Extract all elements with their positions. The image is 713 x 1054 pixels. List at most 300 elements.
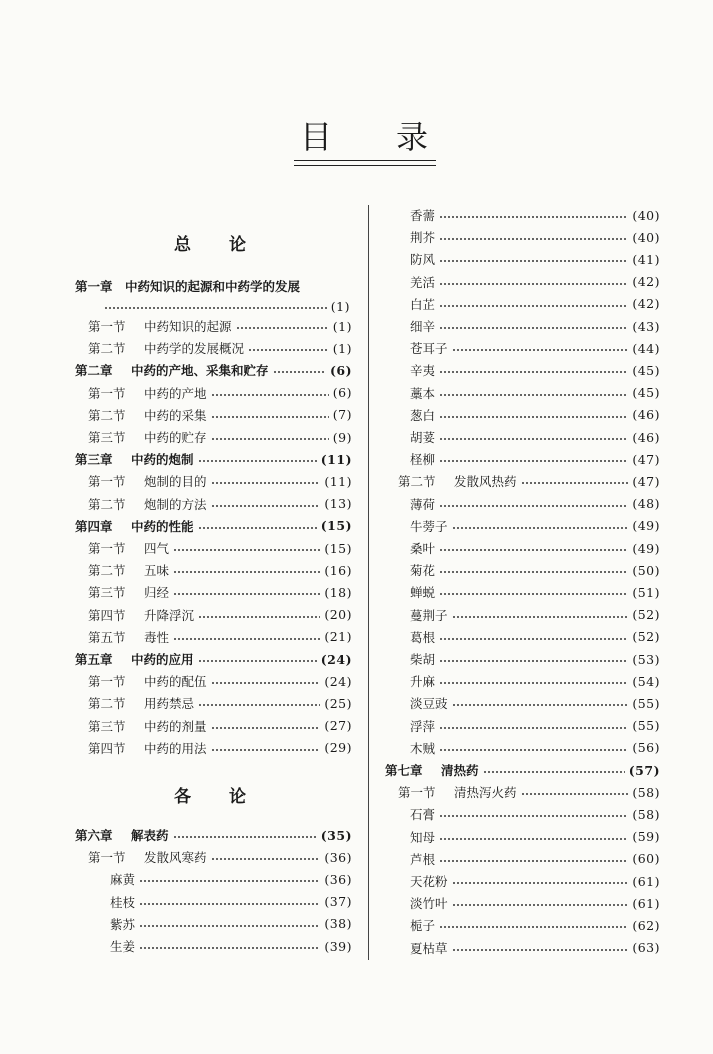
entry-label — [75, 826, 169, 844]
toc-item-entry — [410, 605, 660, 625]
entry-number: 第二节 — [88, 496, 126, 512]
page-title — [300, 112, 430, 158]
entry-label — [385, 761, 479, 779]
entry-name: 石膏 — [410, 807, 436, 823]
page-number: (1) — [330, 298, 350, 314]
entry-number: 第一节 — [88, 850, 126, 866]
entry-label — [110, 893, 135, 911]
entry-name: 解表药 — [131, 828, 169, 843]
title-rule-bottom — [294, 165, 436, 166]
page-number: (55) — [632, 695, 660, 711]
page-number: (44) — [632, 340, 660, 356]
page-number: (42) — [632, 274, 660, 290]
section-heading-general: 总论 — [174, 235, 284, 255]
spacer — [128, 384, 144, 402]
entry-name: 淡豆豉 — [410, 696, 448, 712]
entry-name: 夏枯草 — [410, 940, 448, 956]
dot-leader — [452, 904, 629, 906]
toc-section-entry — [88, 471, 352, 491]
page-number: (55) — [632, 718, 660, 734]
dot-leader — [439, 926, 628, 928]
spacer — [115, 650, 131, 668]
entry-name: 葱白 — [410, 407, 436, 423]
dot-leader — [452, 616, 629, 618]
entry-name: 桂枝 — [110, 894, 136, 910]
entry-label — [75, 450, 194, 468]
entry-label — [410, 295, 435, 313]
page-number: (6) — [329, 362, 352, 378]
toc-item-entry — [410, 316, 660, 336]
entry-name: 炮制的方法 — [144, 496, 207, 512]
toc-item-entry — [410, 560, 660, 580]
page-number: (24) — [320, 651, 352, 667]
page-number: (51) — [632, 584, 660, 600]
entry-name: 毒性 — [144, 629, 170, 645]
entry-label — [410, 495, 435, 513]
spacer — [115, 826, 131, 844]
entry-label — [410, 250, 435, 268]
entry-label — [88, 628, 169, 646]
entry-label — [410, 384, 435, 402]
spacer — [128, 539, 144, 557]
dot-leader — [139, 925, 320, 927]
dot-leader — [452, 704, 629, 706]
toc-item-entry — [110, 914, 352, 934]
page-number: (15) — [324, 540, 352, 556]
page-number: (40) — [632, 229, 660, 245]
toc-item-entry — [410, 716, 660, 736]
entry-name: 中药的配伍 — [144, 674, 207, 690]
dot-leader — [439, 371, 628, 373]
dot-leader — [439, 549, 628, 551]
dot-leader — [198, 704, 320, 706]
entry-label — [88, 406, 207, 424]
entry-name: 中药的采集 — [144, 407, 207, 423]
entry-name: 中药的性能 — [131, 518, 194, 534]
entry-name: 知母 — [410, 829, 436, 845]
toc-section-entry — [88, 693, 352, 713]
entry-label — [110, 915, 135, 933]
entry-label — [88, 694, 194, 712]
page-number: (27) — [324, 718, 352, 734]
entry-name: 柴胡 — [410, 652, 436, 667]
toc-item-entry — [410, 360, 660, 380]
dot-leader — [139, 947, 320, 949]
dot-leader — [439, 682, 628, 684]
page-number: (21) — [324, 629, 352, 645]
page-number: (46) — [632, 429, 660, 445]
entry-label — [410, 828, 435, 846]
dot-leader — [211, 505, 321, 507]
toc-item-entry — [410, 383, 660, 403]
page-number: (46) — [632, 407, 660, 423]
entry-label — [75, 361, 269, 379]
entry-number: 第二章 — [75, 363, 113, 379]
dot-leader — [439, 238, 628, 240]
entry-label — [410, 361, 435, 379]
toc-item-entry — [110, 892, 352, 912]
entry-label — [410, 916, 435, 934]
toc-section-entry — [88, 738, 352, 758]
toc-item-entry — [410, 227, 660, 247]
dot-leader — [273, 371, 326, 373]
entry-name: 桑叶 — [410, 541, 436, 556]
entry-number: 第四节 — [88, 607, 126, 623]
page-number: (25) — [324, 695, 352, 711]
entry-number: 第一节 — [88, 319, 126, 334]
entry-name: 羌活 — [410, 274, 436, 290]
entry-name: 芦根 — [410, 851, 436, 867]
toc-chapter-entry — [75, 825, 352, 845]
entry-name: 麻黄 — [110, 872, 136, 888]
dot-leader — [439, 216, 628, 218]
chapter1-title — [75, 276, 355, 296]
entry-label — [88, 848, 207, 866]
entry-number: 第二节 — [88, 341, 126, 357]
entry-name: 清热药 — [441, 763, 479, 778]
toc-section-entry — [398, 471, 660, 491]
dot-leader — [439, 327, 628, 329]
spacer — [128, 628, 144, 646]
toc-item-entry — [410, 649, 660, 669]
entry-number: 第二节 — [398, 474, 436, 490]
entry-label — [410, 206, 435, 224]
dot-leader — [439, 505, 628, 507]
entry-label — [410, 672, 435, 690]
dot-leader — [104, 307, 327, 309]
dot-leader — [439, 438, 628, 440]
entry-name: 清热泻火药 — [454, 785, 517, 801]
page-number: (41) — [632, 251, 660, 267]
toc-item-entry — [410, 272, 660, 292]
spacer — [128, 717, 144, 735]
dot-leader — [173, 593, 320, 595]
spacer — [128, 428, 144, 446]
page-number: (7) — [332, 407, 352, 423]
entry-number: 第四章 — [75, 518, 113, 534]
entry-name: 五味 — [144, 563, 170, 579]
entry-number: 第一节 — [88, 541, 126, 556]
entry-name: 薄荷 — [410, 496, 436, 512]
page-number: (49) — [632, 540, 660, 556]
dot-leader — [483, 771, 625, 773]
entry-number: 第五节 — [88, 629, 126, 645]
dot-leader — [439, 283, 628, 285]
entry-label — [88, 739, 207, 757]
entry-label — [110, 870, 135, 888]
dot-leader — [248, 349, 329, 351]
dot-leader — [173, 549, 320, 551]
page-number: (40) — [632, 207, 660, 223]
entry-label — [88, 583, 169, 601]
page-number: (63) — [632, 940, 660, 956]
toc-section-entry — [88, 627, 352, 647]
entry-label — [410, 628, 435, 646]
toc-chapter-entry — [75, 649, 352, 669]
spacer — [128, 739, 144, 757]
toc-item-entry — [110, 869, 352, 889]
page-number: (62) — [632, 917, 660, 933]
page-number: (36) — [324, 871, 352, 887]
entry-number: 第二节 — [88, 696, 126, 712]
entry-label — [398, 472, 517, 490]
page-number: (58) — [632, 784, 660, 800]
toc-section-entry — [88, 582, 352, 602]
entry-label — [398, 783, 517, 801]
entry-name: 中药的贮存 — [144, 430, 207, 445]
toc-item-entry — [410, 338, 660, 358]
toc-item-entry — [410, 849, 660, 869]
spacer — [128, 561, 144, 579]
entry-number: 第六章 — [75, 828, 113, 843]
entry-name: 牛蒡子 — [410, 518, 448, 534]
column-divider — [368, 205, 369, 960]
chapter1-label: 第一章 中药知识的起源和中药学的发展 — [75, 279, 301, 294]
toc-item-entry — [410, 205, 660, 225]
page-number: (50) — [632, 562, 660, 578]
entry-number: 第一节 — [88, 385, 126, 401]
entry-label — [88, 672, 207, 690]
entry-label — [410, 406, 435, 424]
entry-label — [410, 717, 435, 735]
chapter1-leader-line — [100, 296, 350, 316]
entry-label — [410, 539, 435, 557]
dot-leader — [211, 749, 321, 751]
toc-section-entry — [88, 538, 352, 558]
entry-name: 香薷 — [410, 208, 436, 223]
section-heading-specific: 各论 — [174, 787, 284, 807]
dot-leader — [198, 616, 320, 618]
dot-leader — [211, 394, 329, 396]
page-number: (24) — [324, 673, 352, 689]
toc-section-entry — [88, 383, 352, 403]
page-number: (52) — [632, 629, 660, 645]
entry-number: 第三节 — [88, 585, 126, 601]
entry-label — [88, 717, 207, 735]
page-number: (45) — [632, 362, 660, 378]
entry-name: 藁本 — [410, 385, 436, 401]
entry-number: 第一节 — [88, 674, 126, 690]
page-number: (42) — [632, 296, 660, 312]
page-number: (45) — [632, 385, 660, 401]
page-number: (13) — [324, 496, 352, 512]
dot-leader — [173, 638, 320, 640]
spacer — [128, 606, 144, 624]
dot-leader — [439, 460, 628, 462]
entry-name: 发散风热药 — [454, 474, 517, 490]
toc-chapter-entry — [75, 360, 352, 380]
toc-item-entry — [410, 671, 660, 691]
title-char-2: 录 — [395, 118, 430, 156]
dot-leader — [439, 660, 628, 662]
dot-leader — [211, 416, 329, 418]
entry-label — [88, 384, 207, 402]
page-number: (49) — [632, 518, 660, 534]
toc-chapter-entry — [385, 760, 660, 780]
dot-leader — [439, 838, 628, 840]
spacer — [438, 783, 454, 801]
entry-name: 苍耳子 — [410, 341, 448, 357]
entry-name: 归经 — [144, 585, 170, 601]
spacer — [128, 672, 144, 690]
dot-leader — [173, 836, 317, 838]
spacer — [438, 472, 454, 490]
dot-leader — [211, 858, 321, 860]
dot-leader — [139, 903, 320, 905]
entry-name: 中药的用法 — [144, 740, 207, 756]
entry-label — [75, 650, 194, 668]
dot-leader — [198, 660, 317, 662]
entry-label — [88, 428, 207, 446]
entry-label — [410, 273, 435, 291]
toc-item-entry — [410, 693, 660, 713]
entry-label — [410, 583, 435, 601]
entry-number: 第五章 — [75, 652, 113, 667]
dot-leader — [439, 394, 628, 396]
page-number: (35) — [320, 827, 352, 843]
toc-section-entry — [88, 405, 352, 425]
dot-leader — [236, 327, 329, 329]
entry-label — [88, 472, 207, 490]
entry-name: 菊花 — [410, 563, 436, 579]
toc-chapter-entry — [75, 516, 352, 536]
toc-item-entry — [410, 627, 660, 647]
entry-label — [75, 517, 194, 535]
entry-label — [410, 339, 448, 357]
entry-name: 中药的产地 — [144, 385, 207, 401]
toc-item-entry — [410, 516, 660, 536]
entry-name: 蔓荆子 — [410, 607, 448, 623]
page-number: (1) — [332, 340, 352, 356]
page-number: (47) — [632, 451, 660, 467]
dot-leader — [198, 460, 317, 462]
page-number: (52) — [632, 607, 660, 623]
page-number: (1) — [332, 318, 352, 334]
entry-label — [110, 937, 135, 955]
entry-name: 中药的炮制 — [131, 452, 194, 468]
entry-name: 中药知识的起源 — [144, 319, 232, 334]
page-number: (61) — [632, 873, 660, 889]
entry-label — [88, 317, 232, 335]
page-number: (43) — [632, 318, 660, 334]
toc-section-entry — [88, 316, 352, 336]
entry-number: 第一节 — [398, 785, 436, 801]
spacer — [115, 517, 131, 535]
dot-leader — [439, 815, 628, 817]
toc-section-entry — [88, 560, 352, 580]
entry-name: 中药学的发展概况 — [144, 341, 245, 357]
entry-name: 中药的剂量 — [144, 718, 207, 734]
dot-leader — [211, 727, 321, 729]
entry-label — [410, 894, 448, 912]
dot-leader — [198, 527, 317, 529]
entry-name: 生姜 — [110, 939, 136, 954]
toc-item-entry — [410, 938, 660, 958]
dot-leader — [439, 638, 628, 640]
toc-item-entry — [410, 582, 660, 602]
spacer — [128, 339, 144, 357]
toc-chapter-entry — [75, 449, 352, 469]
page-number: (29) — [324, 740, 352, 756]
page-number: (59) — [632, 829, 660, 845]
toc-section-entry — [398, 782, 660, 802]
entry-label — [410, 939, 448, 957]
dot-leader — [439, 260, 628, 262]
entry-label — [410, 228, 435, 246]
toc-section-entry — [88, 847, 352, 867]
entry-name: 发散风寒药 — [144, 850, 207, 866]
toc-section-entry — [88, 605, 352, 625]
page-number: (39) — [324, 938, 352, 954]
entry-label — [410, 694, 448, 712]
toc-section-entry — [88, 716, 352, 736]
dot-leader — [521, 482, 629, 484]
entry-name: 荆芥 — [410, 230, 436, 246]
entry-name: 紫苏 — [110, 916, 136, 932]
dot-leader — [139, 880, 320, 882]
page-number: (6) — [332, 385, 352, 401]
toc-section-entry — [88, 338, 352, 358]
dot-leader — [452, 882, 629, 884]
page-number: (61) — [632, 895, 660, 911]
entry-name: 用药禁忌 — [144, 696, 195, 712]
toc-section-entry — [88, 494, 352, 514]
entry-number: 第二节 — [88, 407, 126, 423]
entry-name: 升麻 — [410, 674, 436, 690]
entry-name: 辛夷 — [410, 363, 436, 379]
entry-label — [88, 606, 194, 624]
entry-label — [410, 517, 448, 535]
toc-item-entry — [410, 405, 660, 425]
spacer — [128, 583, 144, 601]
spacer — [115, 361, 131, 379]
toc-item-entry — [410, 893, 660, 913]
dot-leader — [521, 793, 629, 795]
entry-name: 中药的应用 — [131, 652, 194, 667]
page-number: (47) — [632, 473, 660, 489]
entry-label — [410, 650, 435, 668]
page-number: (54) — [632, 673, 660, 689]
entry-label — [410, 606, 448, 624]
dot-leader — [439, 727, 628, 729]
page-number: (9) — [332, 429, 352, 445]
spacer — [128, 694, 144, 712]
toc-item-entry — [110, 936, 352, 956]
dot-leader — [211, 438, 329, 440]
page-number: (60) — [632, 851, 660, 867]
page-number: (37) — [324, 894, 352, 910]
toc-item-entry — [410, 249, 660, 269]
title-rule-top — [294, 160, 436, 161]
toc-item-entry — [410, 827, 660, 847]
dot-leader — [452, 949, 629, 951]
page-number: (36) — [324, 849, 352, 865]
page-number: (53) — [632, 651, 660, 667]
entry-name: 炮制的目的 — [144, 474, 207, 490]
page-number: (11) — [320, 451, 352, 467]
page-number: (20) — [324, 607, 352, 623]
toc-item-entry — [410, 738, 660, 758]
spacer — [115, 450, 131, 468]
page-number: (18) — [324, 584, 352, 600]
entry-name: 升降浮沉 — [144, 607, 195, 623]
entry-label — [410, 317, 435, 335]
dot-leader — [439, 305, 628, 307]
entry-name: 防风 — [410, 252, 436, 268]
entry-label — [88, 339, 244, 357]
entry-number: 第四节 — [88, 740, 126, 756]
toc-item-entry — [410, 427, 660, 447]
